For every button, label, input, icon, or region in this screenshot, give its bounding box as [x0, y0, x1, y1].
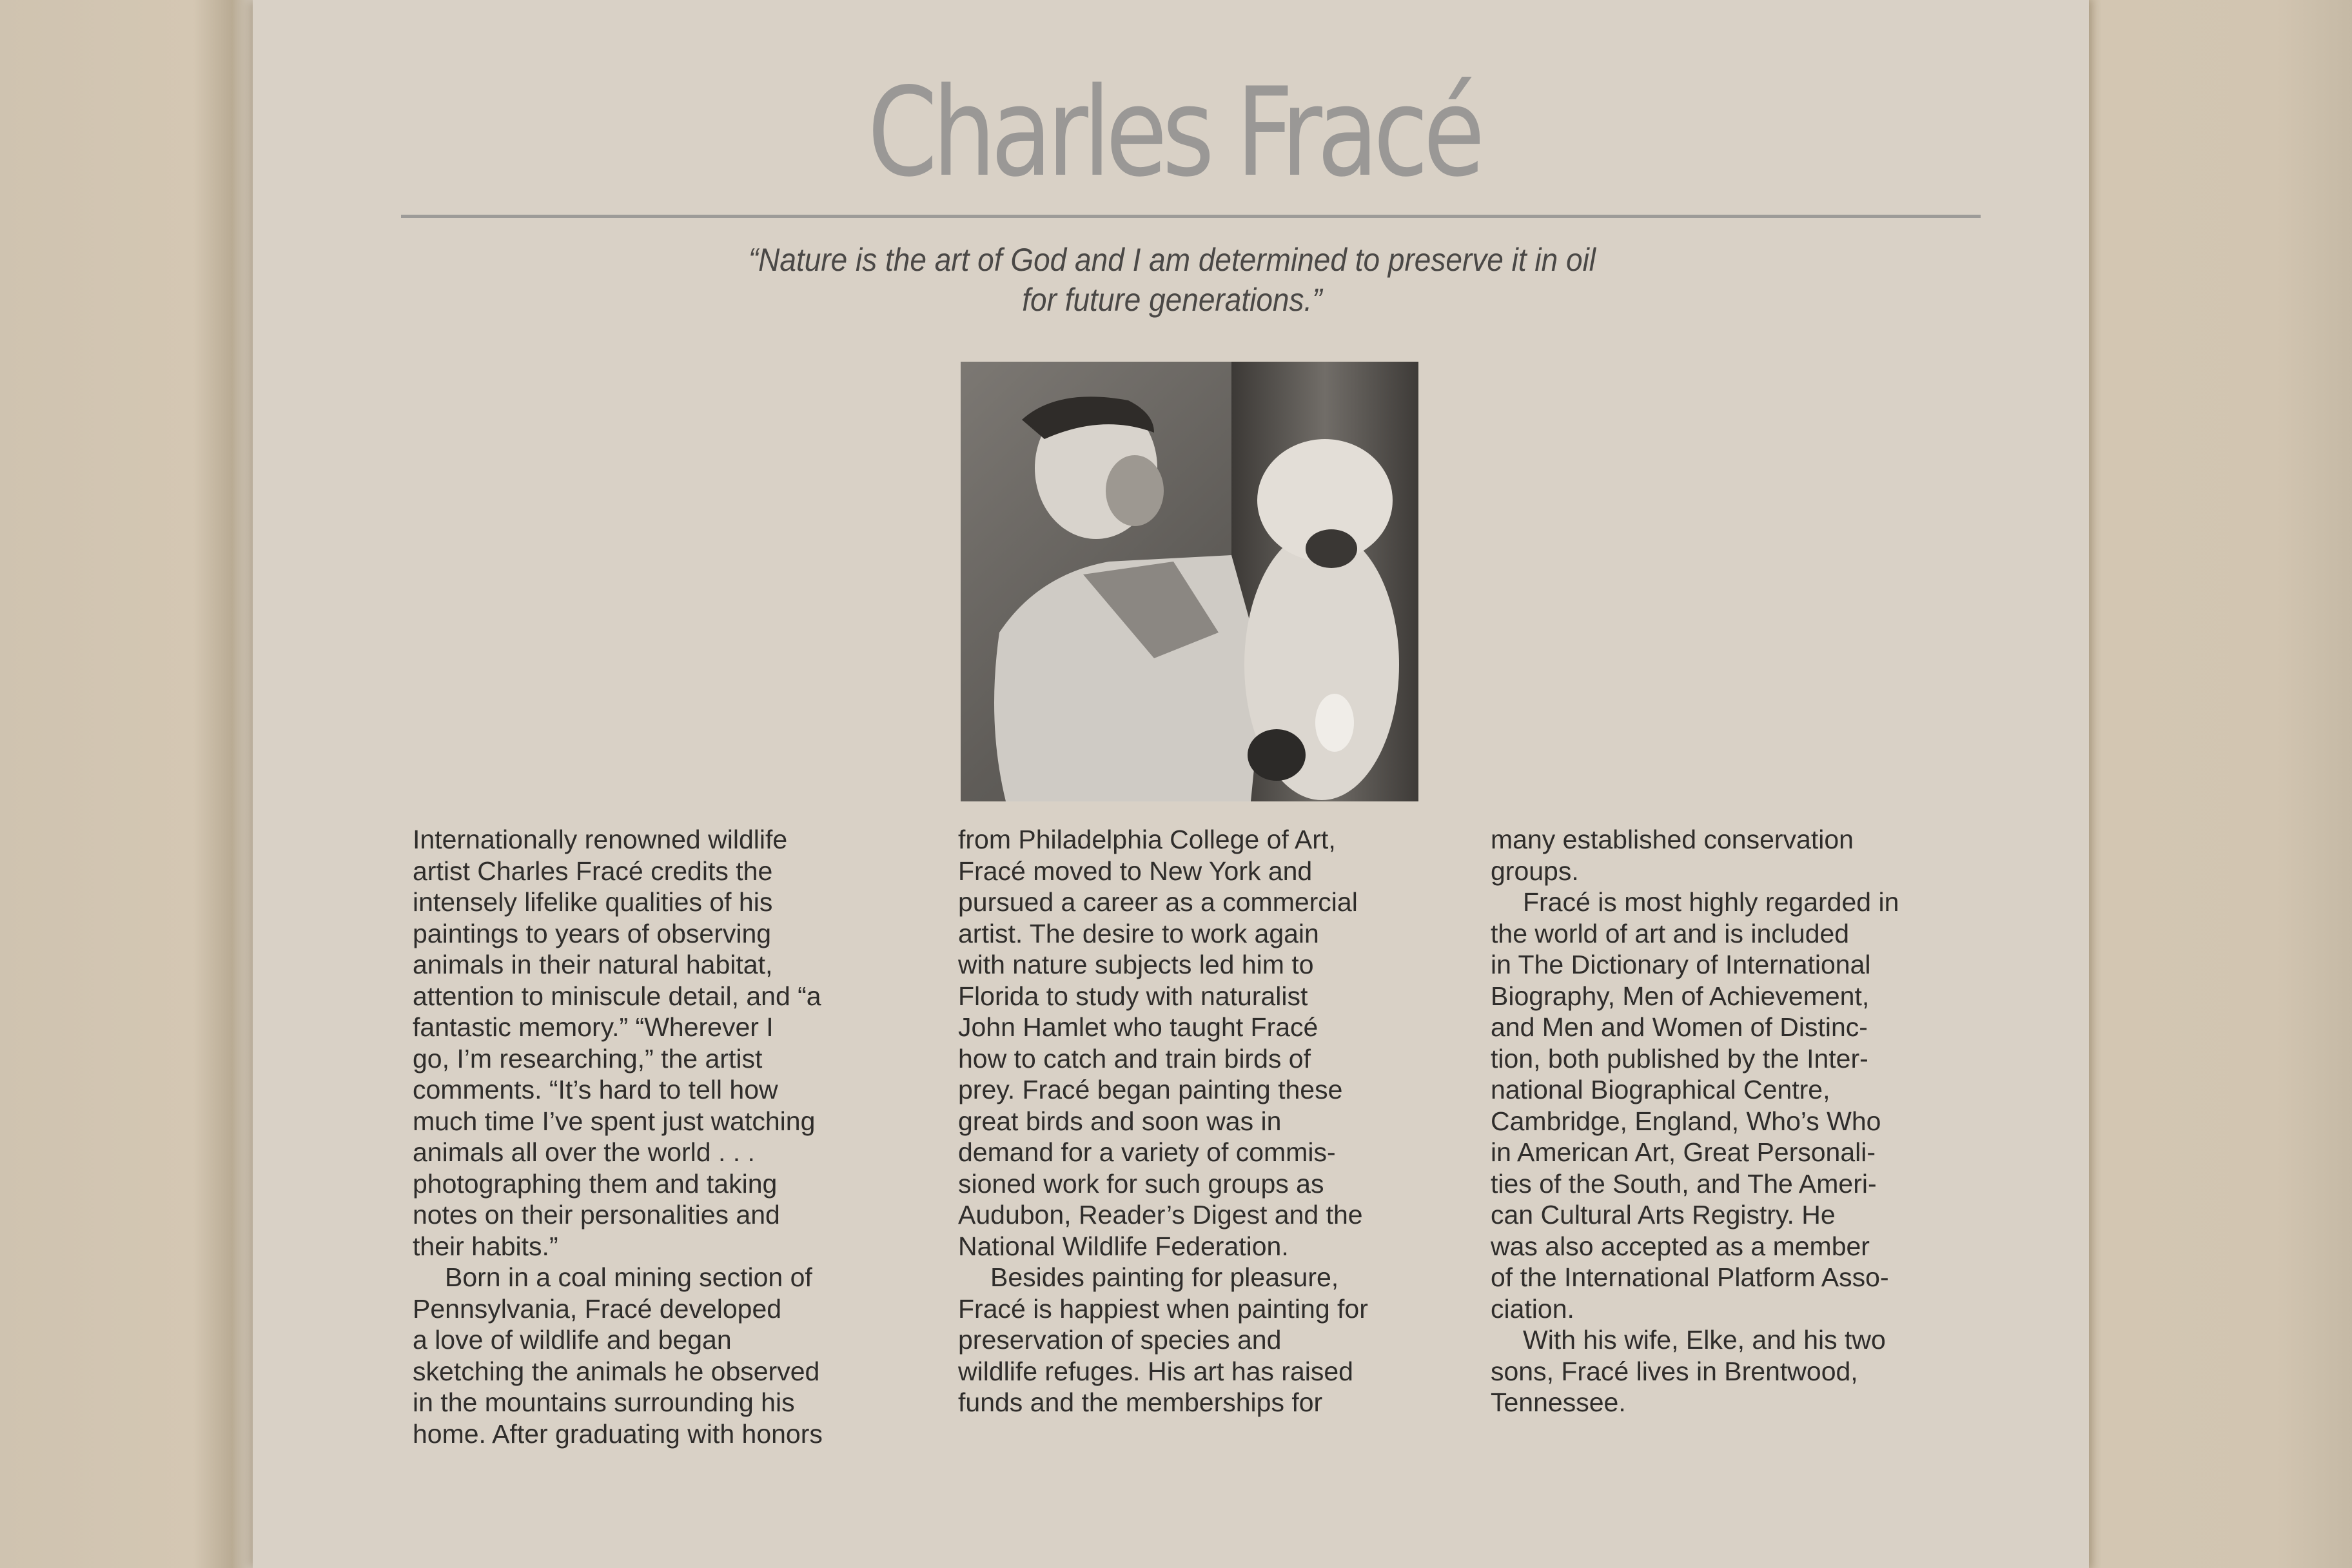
epigraph-quote — [328, 240, 2017, 320]
body-text-line: Besides painting for pleasure, — [990, 1262, 1339, 1292]
body-text-line: Born in a coal mining section of — [445, 1262, 812, 1292]
quote-line-1: “Nature is the art of God and I am determined to preserve it in oil — [748, 242, 1596, 278]
background-surface-right — [2082, 0, 2352, 1568]
body-text-line: paintings to years of observing — [413, 918, 772, 948]
body-text-line: tion, both published by the Inter- — [1491, 1043, 1868, 1073]
body-text-line: ciation. — [1491, 1293, 1574, 1324]
body-text-line: national Biographical Centre, — [1491, 1075, 1830, 1104]
body-text-line: many established conservation — [1491, 825, 1854, 854]
body-text-line: demand for a variety of commis- — [958, 1137, 1336, 1167]
body-text-line: fantastic memory.” “Wherever I — [413, 1012, 774, 1042]
body-text-line: wildlife refuges. His art has raised — [958, 1356, 1353, 1386]
body-text-line: Audubon, Reader’s Digest and the — [958, 1200, 1363, 1230]
body-text-line: go, I’m researching,” the artist — [413, 1043, 763, 1073]
title-divider — [401, 215, 1981, 218]
body-text-line: National Wildlife Federation. — [958, 1231, 1289, 1261]
body-text-line: Tennessee. — [1491, 1387, 1626, 1417]
text-column-1 — [413, 824, 823, 1449]
body-text-line: sketching the animals he observed — [413, 1356, 820, 1386]
body-text-line: Internationally renowned wildlife — [413, 825, 788, 854]
body-text-line: funds and the memberships for — [958, 1387, 1323, 1417]
body-text-line: the world of art and is included — [1491, 918, 1850, 948]
photo-image — [961, 362, 1418, 801]
body-text-line: of the International Platform Asso- — [1491, 1262, 1889, 1292]
body-text-line: comments. “It’s hard to tell how — [413, 1075, 778, 1104]
body-text-line: pursued a career as a commercial — [958, 887, 1358, 917]
body-text-line: and Men and Women of Distinc- — [1491, 1012, 1868, 1042]
text-column-3 — [1491, 824, 1899, 1418]
body-text-line: their habits.” — [413, 1231, 558, 1261]
body-text-line: photographing them and taking — [413, 1168, 778, 1199]
body-text-line: artist. The desire to work again — [958, 918, 1319, 948]
portrait-photo — [961, 362, 1418, 801]
body-text-line: in the mountains surrounding his — [413, 1387, 795, 1417]
body-text-line: groups. — [1491, 856, 1579, 886]
body-text-line: prey. Fracé began painting these — [958, 1075, 1343, 1104]
body-text-line: Biography, Men of Achievement, — [1491, 981, 1870, 1011]
body-text-line: how to catch and train birds of — [958, 1043, 1311, 1073]
body-text-line: ties of the South, and The Ameri- — [1491, 1168, 1877, 1199]
body-text-line: Fracé is most highly regarded in — [1523, 887, 1899, 917]
quote-line-2: for future generations.” — [1022, 282, 1322, 318]
document-page — [253, 0, 2089, 1568]
body-text-line: great birds and soon was in — [958, 1106, 1282, 1136]
body-text-line: in The Dictionary of International — [1491, 950, 1871, 979]
body-text-line: in American Art, Great Personali- — [1491, 1137, 1876, 1167]
body-text-line: artist Charles Fracé credits the — [413, 856, 773, 886]
body-text-line: Pennsylvania, Fracé developed — [413, 1293, 782, 1324]
body-text-line: sons, Fracé lives in Brentwood, — [1491, 1356, 1858, 1386]
body-text-line: Fracé is happiest when painting for — [958, 1293, 1368, 1324]
body-text-line: home. After graduating with honors — [413, 1418, 823, 1449]
body-text-line: attention to miniscule detail, and “a — [413, 981, 821, 1011]
body-text-line: was also accepted as a member — [1491, 1231, 1870, 1261]
body-text-line: notes on their personalities and — [413, 1200, 780, 1230]
body-text-line: John Hamlet who taught Fracé — [958, 1012, 1318, 1042]
body-text-line: much time I’ve spent just watching — [413, 1106, 816, 1136]
body-text-line: Fracé moved to New York and — [958, 856, 1313, 886]
body-text-line: animals in their natural habitat, — [413, 950, 773, 979]
body-text-line: Cambridge, England, Who’s Who — [1491, 1106, 1881, 1136]
body-text-line: from Philadelphia College of Art, — [958, 825, 1336, 854]
body-text-line: sioned work for such groups as — [958, 1168, 1324, 1199]
body-text-line: Florida to study with naturalist — [958, 981, 1308, 1011]
text-column-2 — [958, 824, 1368, 1418]
body-text-line: intensely lifelike qualities of his — [413, 887, 773, 917]
body-text-line: preservation of species and — [958, 1325, 1282, 1355]
body-text-line: can Cultural Arts Registry. He — [1491, 1200, 1836, 1230]
body-text-line: a love of wildlife and began — [413, 1325, 732, 1355]
body-text-line: With his wife, Elke, and his two — [1523, 1325, 1886, 1355]
body-text-line: with nature subjects led him to — [958, 950, 1314, 979]
body-text-line: animals all over the world . . . — [413, 1137, 755, 1167]
page-title: Charles Fracé — [867, 61, 1480, 204]
